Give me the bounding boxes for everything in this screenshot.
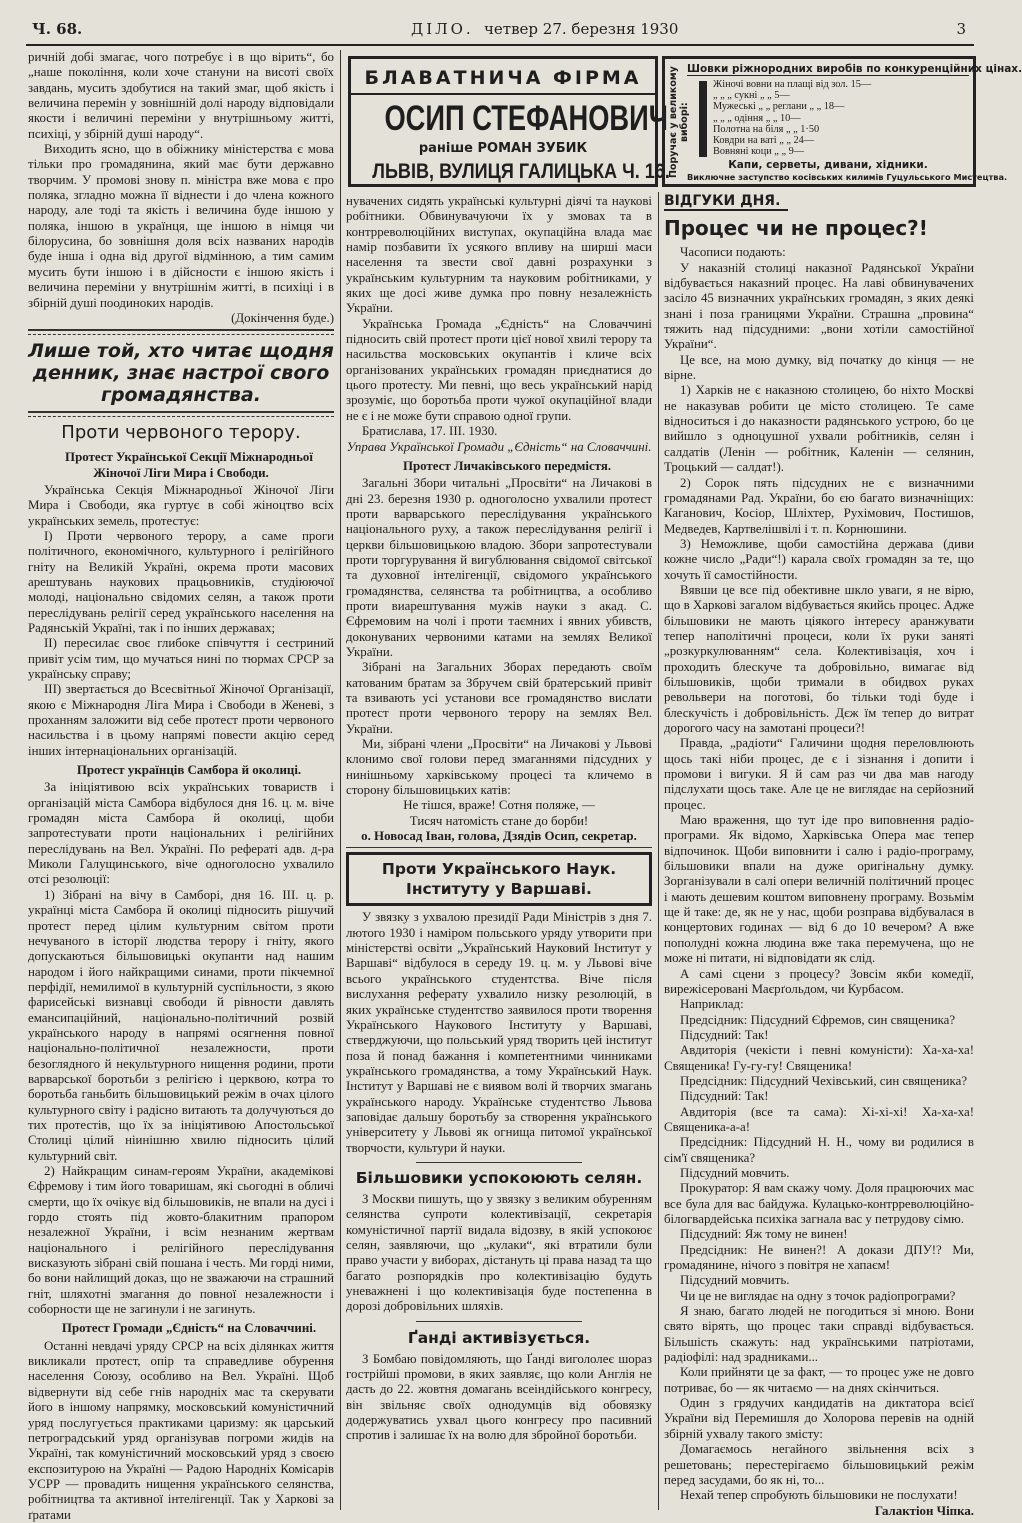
ad-silks-title: Шовки ріжнородних виробів по конкуренційних цінах. [687,63,1022,75]
column-2 [346,194,652,1512]
paragraph: Я знаю, багато людей не погодиться зі мною. Вони свято вірять, що процес таки справді відбувається. Більшість скажуть: над українськими патріотами, радіофілі: над зрадниками... [664,1304,974,1365]
price-row: Мужеські „ „ реглани „ „ 18— [713,101,845,113]
dialogue-line: Підсудний мовчить. [680,1273,790,1288]
paragraph: Часописи подають: [680,245,786,260]
dialogue-line: Авдиторія (чекісти і певні комуністи): Ха-ха-ха! Священика! Гу-гу-гу! Священика! [664,1043,974,1073]
divider [28,411,334,417]
article-subtitle: Протест Личаківського передмістя. [402,458,612,473]
dialogue-line: Підсудний: Так! [680,1089,769,1104]
advertisement-silks [662,56,1022,187]
signature: Управа Української Громади „Єдність“ на Словаччині. [346,439,652,454]
price-row: Жіночі вовни на плащі від зол. 15— [713,79,872,90]
paragraph: З Москви пишуть, що у звязку з великим обуренням селянства супроти колективізації, секретарія комуністичної партії видала відозву, в якій успокоює селян, заявляючи, що „кулаки“, які втратили були право участи у виборах, дістануть ці права назад та що багато розпорядків про колективізацію будуть уневажнені і що колективізація буде постепенна в дорозі добровільних шляхів. [346,1191,652,1314]
article-title: Більшовики успокоюють селян. [355,1168,643,1187]
divider [416,1162,582,1163]
article-title: Ґанді активізується. [407,1328,591,1347]
ad-firm-type: БЛАВАТНИЧА ФІРМА [351,67,655,95]
dialogue-line: Предсідник: Підсудний Чехівський, син священика? [680,1073,968,1088]
divider [416,1321,582,1322]
article-title: Проти червоного терору. [61,422,301,444]
paragraph: Маю враження, що тут іде про виповнення радіо-програми. Як відомо, Харківська Опера має тепер відпочинок. Щоби виповнити і салю і радіо-програму, більшовики впали на дуже оригінальну думку. Зорганізували в салі опери величній політичний процес і мають дешевим коштом виповнену програму. Возьмім ще й таке: де, як не у нас, щоби розправа відбувалася в концертових годинах — від 6 до 10 вечером? А вже пополудні кожна людина вже така перемучена, що не може ні питати, ні відповідати як слід. [664,813,974,966]
verse-line: Тисяч натомість стане до борби! [409,813,589,828]
article-subtitle: Протест Громади „Єдність“ на Словаччині. [61,1321,317,1336]
paragraph: ричній добі змагає, чого потребує і в що вірить“, бо „наше покоління, коли хоче стануни на висоті своїх завдань, мусить здобутися на такий змаг, щоб якість і величина перемін у зовнішній долі народу відповідали якости і величині переміни у внутрішньому житті, психіці, у збірній душі народу“. [28,50,334,141]
paragraph: І) Проти червоного терору, а саме проги політичного, економічного, культурного і релігійного гніту на Великій Україні, окрема проти масових арештувань наукових працьовників, студіюючої молоді, національно свідомих селян, а також проти переслідувань релігії серед українського населення на Радянській Україні, так і по інших державах; [28,528,334,635]
price-row: Ковдри на ваті „ „ 24— [713,135,815,147]
paragraph: Виходить ясно, що в обіжнику міністерства є мова тільки про громадянина, який має бути державно творчим. У промові знову п. міністра вже мова є про поляка, згладно можна її віднести і до члена кожного народу, але тоді та якість і величина буде іншою у поляка, іншою в українця, ще іншою в німця чи білорусина, бо зовнішня доля всіх названих народів буде інша і одна від другої відмінною, а тим самим мусить бути іншою і в дійсности є іншою якість і величина переміни у внутрішнім житті, в психіці і в збірній душі поодиноких народів. [28,142,334,310]
issue-date: четвер 27. березня 1930 [484,20,679,38]
paragraph: Останні невдачі уряду СРСР на всіх ділянках життя викликали протест, опір та справедливе обурення населення Союзу, особливо на Вел. Україні. Щоб відвернути від себе гнів народніх мас та скерувати його в іншому напрямку, московський комуністичний уряд послугується практиками царизму: як царський петроградський уряд організував погроми жидів на Україні, так комуністичний московський уряд з своєю експозитурою на Україні — Радою Народніх Комісарів УСРР — провадить нищення українського селянства, робітництва та активної інтелігенції. Так у Харкові за ґратами [28,1338,334,1522]
paragraph: Загальні Збори читальні „Просвіти“ на Личакові в дні 23. березня 1930 р. одноголосно ухвалили протест проти варварського переслідування українського національного руху, а також переслідування релігії і церкви більшовицькою владою. Збори запротестували проти торгурування й вигублювання свідомої світської та духовної інтелігенції, свідомого українського громадянства, селянства та робітництва, а особливо проти виарештування мужів науки з акад. С. Єфремовим на чолі і проти таємних і явних убивств, доконуваних червоними катами на землях Великої України. [346,476,652,659]
dialogue-line: Чи це не виглядає на одну з точок радіопрограми? [680,1288,956,1303]
price-row: „ „ „ сукні „ „ 5— [713,90,790,102]
paragraph: Один з грядучих кандидатів на диктатора всієї України від Перемишля до Холорова перевів на одній збірній ухвалу такого змісту: [664,1396,974,1441]
article-title: Процес чи не процес?! [664,216,928,241]
column-divider [340,50,341,1510]
section-label: ВІДГУКИ ДНЯ. [664,194,788,211]
paragraph: 1) Харків не є наказною столицею, бо ніхто Москві не наказував робити це місто столицею. Те саме відноситься і до наказности радянського устрою, бо це вийшло з одноцушної ухвали робітників, селян і салдатів (Ленін — робітник, Каленін — селянин, Троцький — салдат!). [664,383,974,475]
dialogue-line: Предсідник: Не винен?! А докази ДПУ!? Ми, громадянине, нічого з повітря не хапаєм! [664,1242,974,1273]
divider [346,847,652,848]
dialogue-line: Підсудний: Так! [680,1027,769,1042]
ad-extra-goods: Капи, серветы, дивани, хідники. [728,159,928,171]
price-row: Полотна на біля „ „ 1·50 [713,123,820,135]
verse-line: Не тішся, враже! Сотня поляже, — [403,798,595,813]
ad-decor-bar [699,81,707,157]
paragraph: нувачених сидять українські культурні діячі та наукові робітники. Обвинувачуючи їх у змовах та в контрреволюційних виступах, окупаційна влада має намір позбавити їх усякого впливу на ширші маси населення та звести свої давні розрахунки з українським культурним та науковим робітниками, у яких ще досі живе думка про повну незалежність України. [346,194,652,316]
paragraph: У звязку з ухвалою президії Ради Міністрів з дня 7. лютого 1930 і наміром польського уряду утворити при міністерстві освіти „Український Науковий Інститут у Варшаві“ відбулося в середу 19. ц. м. у Львові віче всього українського студентства. Віче після вислухання реферату ухвалило низку резолюцій, в яких українське студентство заявилося проти творення Українського Наукового Інституту у Варшаві, стверджуючи, що польський уряд творить цей інститут поза й понад бажання і компетентними чинниками українського громадянства, а тому Український Наук. Інститут у Варшаві не є виявом волі й творчих змагань українського народу. Українське студентство Львова заповідає дальшу боротьбу за створення українського університету у Львові як огнища питомої української творчости, культури й науки. [346,910,652,1155]
signers: о. Новосад Іван, голова, Дзядів Осип, секретар. [361,829,637,844]
column-1 [28,50,334,1522]
price-row: Вовняні коци „ „ 9— [713,146,805,158]
paragraph: Правда, „радіоти“ Галичини щодня переловлюють щось такі ніби процес, де є і зізнання і допити і промови і вигуки. Я й сам раз чи два мав нагоду підслухати щось таке. Але це не виглядає на серйозний процес. [664,736,974,812]
issue-number: Ч. 68. [32,20,83,38]
paragraph: Нехай тепер спробують більшовики не послухати! [680,1488,958,1503]
paragraph: Коли прийняти це за факт, — то процес уже не довго потриває, бо — як читаємо — на днях скінчиться. [664,1365,974,1395]
ad-price-list [713,79,871,157]
dialogue-line: Прокуратор: Я вам скажу чому. Доля працюючих мас все була для вас байдужа. Кулацько-контрреволюційно-білогвардейська психіка загнала вас у петрудову сімю. [664,1181,974,1226]
paragraph: 3) Неможливе, щоби самостійна держава (диви кожне число „Ради“!) карала своїх громадян за те, що хочуть її самостійности. [664,536,974,582]
paragraph: Ми, зібрані члени „Просвіти“ на Личакові у Львові клонимо свої голови перед змаганнями підсудних у нинішньому харківському процесі та кличемо в сторону більшовицьких катів: [346,737,652,798]
paragraph: А самі сцени з процесу? Зовсім якби комедії, вирежісеровані Маєрґольдом, чи Курбасом. [664,966,974,996]
paragraph: Це все, на мою думку, від початку до кінця — не вірне. [664,352,974,383]
ad-side-text: Поручає у великому виборі: [668,66,690,178]
paragraph: 2) Найкращим синам-героям України, академікові Єфремову і тим його товаришам, які сьогодні в обличі смерти, що їх очікує від більшовиків, не впали на дусі і гордо стоять під жовто-блакитним прапором незалежної України, і всім незнаним жертвам національного і релігійного переслідування висказують зібрані свій пошана і честь. Ми горді ними, бо вони найлищий доказ, що не зважаючи на страшний гніт, шляхотні змагання до повної незалежности і соборности ще не загинули і не загинуть. [28,1164,334,1317]
author-signature: Галактіон Чіпка. [874,1503,974,1518]
paragraph: За ініціятивою всіх українських товариств і організацій міста Самбора відбулося дня 16. ц. м. віче громадян міста Самбора й околиці, щоби запротестувати проти національних і релігійних переслідувань на Вел. Україні. По рефераті адв. д-ра Миколи Галущинського, віче одноголосно ухвалило отсі резолюції: [28,780,334,887]
ad-agency-note: Виключне заступство косівських килимів Гуцульського Мистецтва. [687,172,1008,182]
dialogue-line: Підсудний: Яж тому не винен! [680,1227,848,1242]
paragraph: 1) Зібрані на вічу в Самборі, дня 16. III. ц. р. українці міста Самбора й околиці підносить рішучий протест перед цілим культурним світом проти нечуваного в історії людства терору і гніту, якого допускаються більшовицькі окупанти над нашим народом і його найкращими синами, проти пікчемної перфідії, немилимої в культурній суспільности, з якою фарисейські визнавці свободи й рівности давлять емансипаційний, національно-політичний розвій українського народу в напрямі осягнення повної національно-політичної незалежности, проти безоглядного й некультурного нищення родини, проти варварської боротьби з релігією і церквою, котра то боротьба ганьбить більшовицький режім в очах цілого культурного світу і радісно витають та долучуються до тих протестів, що їх за ініціятивою Апостольської Столиці цілий ніинішню хвилю підносить цілий культурний світ. [28,887,334,1163]
page-number: 3 [956,20,966,38]
article-title: Проти Українського Наук. Інституту у Варшаві. [346,852,652,906]
paragraph: II) пересилає своє глибоке співчуття і сестриний привіт усім тим, що мучаться нині по тюрмах СРСР за українську справу; [28,636,334,681]
paper-name: ДІЛО. [411,20,474,38]
ad-former-owner: раніше РОМАН ЗУБИК [418,141,588,156]
advertisement-stefanovych [348,56,670,187]
page-header [26,16,974,46]
column-3 [664,193,974,1518]
paragraph: У наказній столиці наказної Радянської України відбувається наказний процес. На лаві обвинувачених засіло 45 визначних українських громадян, з яких деякі знані і поза границями України. Страшна „провина“ тяжить над підсудними: „вони хотіли самостійної України“. [664,260,974,352]
paragraph: Українська Секція Міжнародньої Жіночої Ліги Мира і Свободи, яка гуртує в собі жіноцтво всіх українських земель, протестує: [28,482,334,528]
dialogue-line: Авдиторія (все та сама): Хі-хі-хі! Ха-ха-ха! Священика-а-а! [664,1104,974,1134]
promo-banner: Лише той, хто читає щодня денник, знає настрої свого громадянства. [28,340,334,407]
ad-firm-name: ОСИП СТЕФАНОВИЧ [384,99,668,138]
paragraph: Вявши це все під обективне шкло уваги, я не вірю, що в Харкові загалом відбувається якийсь процес. Адже більшовики не мають ціякого інтересу аранжувати тепер наполітичні процеси, коли їх руки заняті „розкуркулюванням“ села. Колективізація, хоч і проходить блескуче та добровільно, вимагає від більшовиків, щоби тримали в обидвох руках револьвери на поготові, бо тільки тоді буде і блескучість і добровільність. Дєж їм тепер до витрат дорогого часу на замотані процеси?! [664,582,974,735]
dateline: Братислава, 17. III. 1930. [362,424,498,439]
ad-address: ЛЬВІВ, ВУЛИЦЯ ГАЛИЦЬКА Ч. 16. [372,160,670,183]
paragraph: Зібрані на Загальних Зборах передають своїм катованим братам за Збручем свій братерський привіт та взивають усі установи все громадянство вислати протест проти червоного терору на землях Вел. України. [346,660,652,736]
price-row: „ „ „ одіння „ „ 10— [713,112,801,124]
dialogue-line: Підсудний мовчить. [680,1165,790,1180]
dialogue-line: Предсідник: Підсудний Єфремов, син священика? [680,1012,956,1027]
article-subtitle: Протест українців Самбора й околиці. [76,763,302,778]
continuation-note: (Докінчення буде.) [231,310,334,325]
paragraph: Українська Громада „Єдність“ на Словаччині підносить свій протест проти цієї нової хвилі терору та насильства московських окупантів і кличе всіх організованих українських громадян приєднатися до цього протесту. Ми певні, що весь український нарід зрозуміє, що боротьба проти чужої окупаційної влади не є і не може бути справою одної групи. [346,316,652,423]
dialogue-line: Предсідник: Підсудний Н. Н., чому ви родилися в сім'ї священика? [664,1135,974,1165]
paragraph: III) звертається до Всесвітньої Жіночої Організації, якою є Міжнародня Ліга Мира і Свободи в Женеві, з проханням заложити від себе протест проти червоного насильства і в цьому напрямі повести акцію серед інших інтернаціональних організацій. [28,682,334,758]
column-divider [658,192,659,1510]
paragraph: 2) Сорок пять підсудних не є визначними громадянами Рад. України, бо єю багато визначніщих: Каганович, Косіор, Шліхтер, Рухімович, Постишов, Медведев, Картвелішвілі і т. п. Корнюшини. [664,475,974,536]
article-subtitle: Протест Української Секції Міжнародньої Жіночої Ліги Мира і Свободи. [65,450,313,480]
paragraph: Наприклад: [680,997,744,1012]
paragraph: Домагаємось негайного звільнення всіх з решетовань; перестерігаємо більшовицький режім перед засудами, бо як ні, то... [664,1442,974,1487]
divider [28,329,334,335]
paragraph: З Бомбаю повідомляють, що Ґанді вигололеє шораз гострійші промови, в яких заявляє, що коли Англія не дасть до 22. жовтня домагань всеіндійського конгресу, він звільняє своїх однодумців від обовязку додержуватись ухвал цього конгресу про пасивний спротив і залишає їх на волю для збройної боротьби. [346,1351,652,1443]
